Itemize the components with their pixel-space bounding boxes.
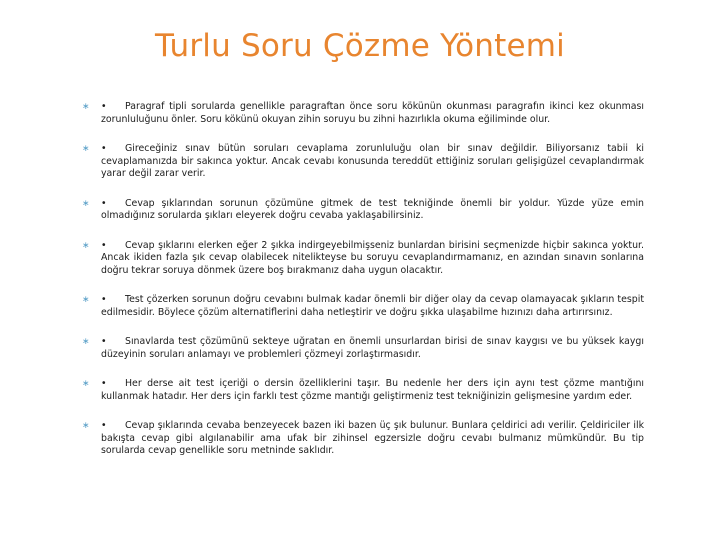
- list-item: [82, 143, 644, 181]
- list-item: [82, 336, 644, 361]
- bullet-text: Paragraf tipli sorularda genellikle paragraftan önce soru kökünün okunması paragrafın ikinci kez okunması zorunluluğunu önler. Soru kökünü okuyan zihin soruyu bu zihni hazırlıkla okuma eğiliminde olur.: [101, 101, 644, 125]
- dot-bullet-icon: •: [101, 336, 107, 347]
- asterisk-bullet-icon: ∗: [82, 240, 90, 251]
- asterisk-bullet-icon: ∗: [82, 379, 90, 389]
- dot-bullet-icon: •: [101, 239, 107, 251]
- bullet-text: Cevap şıklarında cevaba benzeyecek bazen iki bazen üç şık bulunur. Bunlara çeldirici adı verilir. Çeldiriciler ilk bakışta cevap gibi algılanabilir ama ufak bir zihinsel egzersizle doğru cevabı bulmanız mümkündür. Bu tip sorularda cevap genellikle soru metninde saklıdır.: [101, 420, 644, 456]
- list-item: [82, 420, 644, 458]
- dot-bullet-icon: •: [101, 420, 107, 431]
- list-item: [82, 240, 644, 278]
- list-item: [82, 378, 644, 403]
- bullet-text: Gireceğiniz sınav bütün soruları cevaplama zorunluluğu olan bir sınav değildir. Biliyorsanız tabii ki cevaplamanızda bir sakınca yoktur. Ancak cevabı konusunda tereddüt ettiğiniz soruları gelişigüzel cevaplandırmak yarar değil zarar verir.: [101, 143, 644, 179]
- bullet-text: Sınavlarda test çözümünü sekteye uğratan en önemli unsurlardan birisi de sınav kaygısı ve bu yüksek kaygı düzeyinin soruları anlamayı ve problemleri çözmeyi zorlaştırmasıdır.: [101, 336, 644, 360]
- dot-bullet-icon: •: [101, 294, 107, 305]
- dot-bullet-icon: •: [101, 101, 107, 112]
- list-item: [82, 294, 644, 319]
- dot-bullet-icon: •: [101, 143, 107, 154]
- dot-bullet-icon: •: [101, 378, 107, 389]
- list-item: [82, 101, 644, 126]
- asterisk-bullet-icon: ∗: [82, 198, 90, 209]
- bullet-text: Test çözerken sorunun doğru cevabını bulmak kadar önemli bir diğer olay da cevap olamayacak şıkların tespit edilmesidir. Böylece çözüm alternatiflerini daha netleştirir ve doğru şıkka ulaşabilme hızınızı daha artırırsınız.: [101, 294, 644, 318]
- asterisk-bullet-icon: ∗: [82, 295, 90, 305]
- bullet-text: Cevap şıklarından sorunun çözümüne gitmek de test tekniğinde önemli bir yoldur. Yüzde yüze emin olmadığınız sorularda şıkları eleyerek doğru cevaba yaklaşabilirsiniz.: [101, 197, 644, 221]
- list-item: [82, 198, 644, 223]
- slide-title: Turlu Soru Çözme Yöntemi: [155, 28, 565, 64]
- bullet-list: [82, 101, 644, 458]
- asterisk-bullet-icon: ∗: [82, 144, 90, 154]
- bullet-text: Her derse ait test içeriği o dersin özelliklerini taşır. Bu nedenle her ders için aynı test çözme mantığını kullanmak hatadır. Her ders için farklı test çözme mantığı geliştirmeniz test tekniğinizin gelişmesine yardım eder.: [101, 378, 644, 402]
- asterisk-bullet-icon: ∗: [82, 102, 90, 112]
- bullet-text: Cevap şıklarını elerken eğer 2 şıkka indirgeyebilmişseniz bunlardan birisini seçmenizde hiçbir sakınca yoktur. Ancak ikiden fazla şık cevap olabilecek nitelikteyse bu soruyu cevaplandırmamanız, en azından sınavın sonlarına doğru tekrar soruya dönmek üzere boş bırakmanız daha uygun olacaktır.: [101, 239, 644, 276]
- asterisk-bullet-icon: ∗: [82, 337, 90, 347]
- asterisk-bullet-icon: ∗: [82, 421, 90, 431]
- dot-bullet-icon: •: [101, 197, 107, 209]
